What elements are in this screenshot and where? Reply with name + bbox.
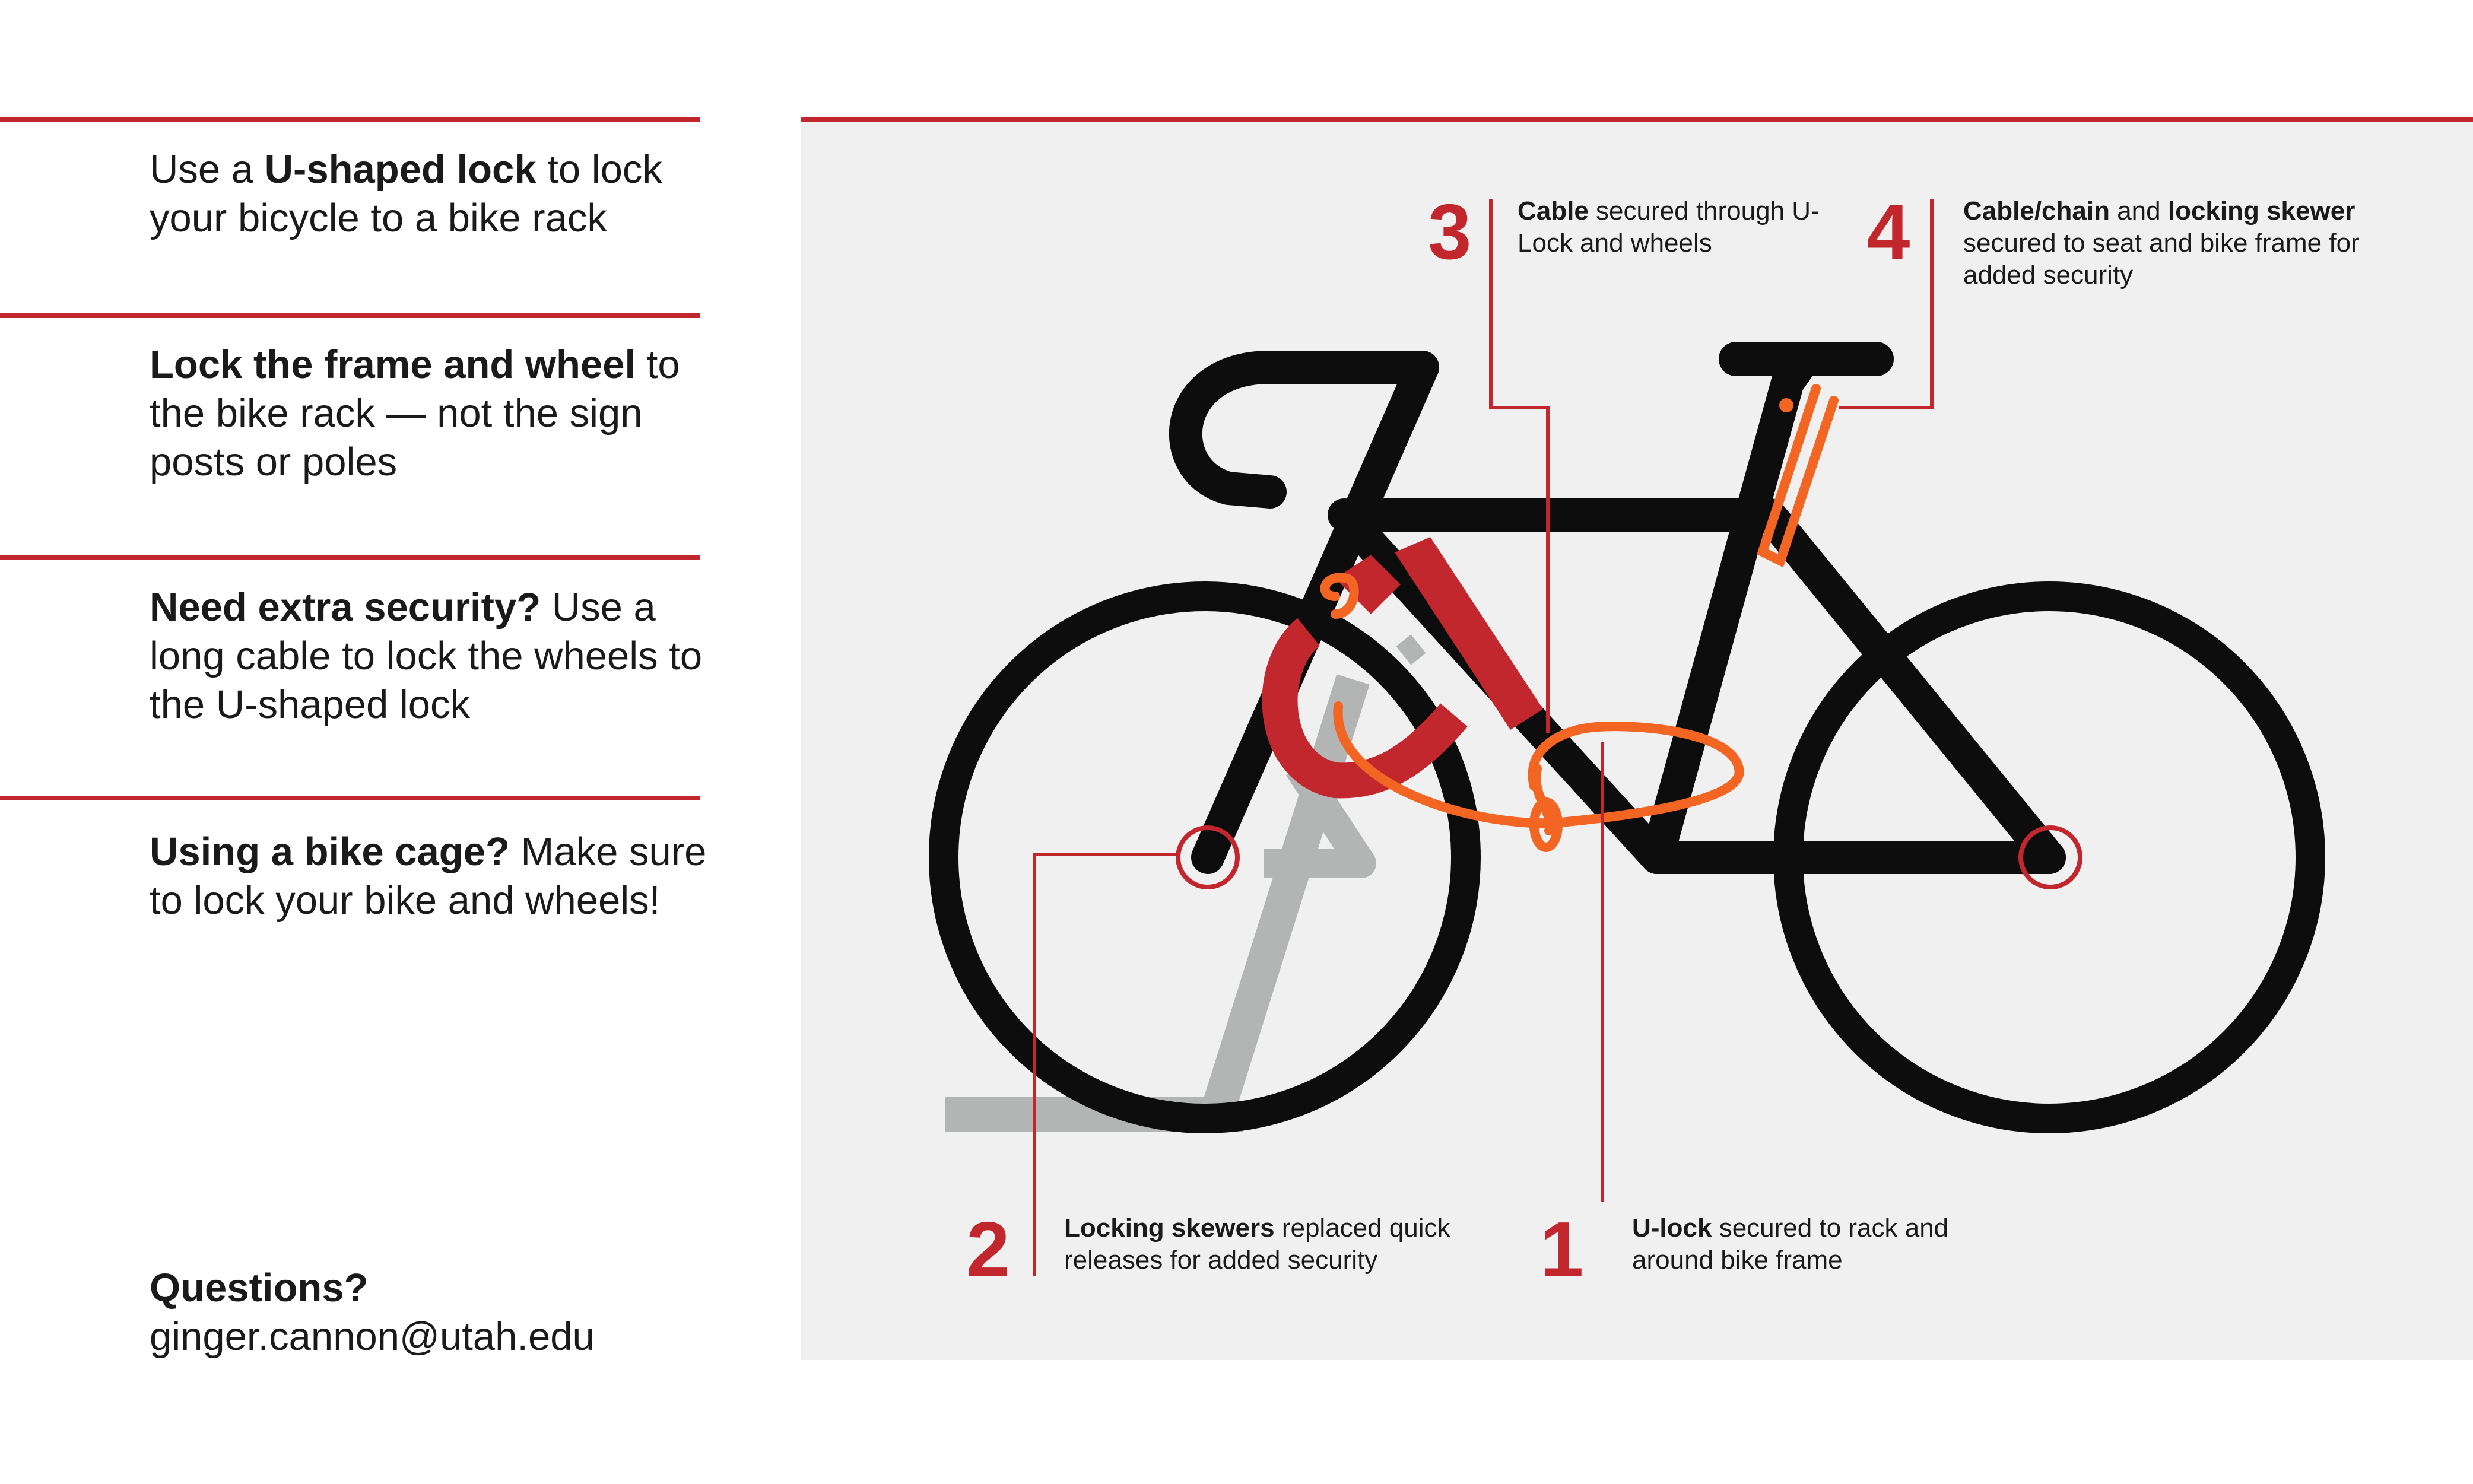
callout-2-text — [1064, 1212, 1491, 1276]
tip-3 — [150, 583, 707, 729]
callout-2-number: 2 — [966, 1206, 1010, 1293]
tip-1-bold: U-shaped lock — [264, 147, 536, 192]
callout-1-text — [1632, 1212, 1964, 1276]
callout-4-bold-2: locking skewer — [2167, 196, 2355, 225]
contact-email[interactable]: ginger.cannon@utah.edu — [150, 1314, 595, 1359]
callout-4-text — [1963, 195, 2391, 291]
callout-2-desc: replaced quick releases for added security — [1064, 1213, 1450, 1275]
tip-1-pre: Use a — [150, 147, 265, 192]
callout-3-desc: secured through U-Lock and wheels — [1518, 196, 1820, 258]
callout-4-bold-1: Cable/chain — [1963, 196, 2110, 225]
panel-top-rule — [801, 117, 2473, 122]
tip-divider-3 — [0, 555, 700, 560]
bike-illustration — [801, 122, 2473, 1360]
callout-4-desc: secured to seat and bike frame for added security — [1963, 228, 2360, 290]
contact-heading: Questions? — [150, 1266, 369, 1310]
tip-divider-2 — [0, 313, 700, 318]
tip-1-post: to lock your bicycle to a bike rack — [150, 147, 662, 240]
bike-lock-diagram — [801, 122, 2473, 1360]
callout-3-number: 3 — [1428, 188, 1472, 275]
tip-divider-4 — [0, 796, 700, 800]
tip-4-post: Make sure to lock your bike and wheels! — [150, 830, 707, 923]
callout-1-bold: U-lock — [1632, 1213, 1712, 1243]
callout-4-number: 4 — [1866, 188, 1910, 275]
callout-1-desc: secured to rack and around bike frame — [1632, 1213, 1949, 1275]
tip-2-post: to the bike rack — not the sign posts or poles — [150, 342, 680, 484]
tip-2-bold: Lock the frame and wheel — [150, 342, 636, 387]
tip-divider-1 — [0, 117, 700, 122]
tip-2 — [150, 341, 707, 487]
callout-3-text — [1518, 195, 1850, 259]
tip-4 — [150, 828, 707, 925]
seat-skewer-dot-icon — [1779, 398, 1793, 412]
tip-3-post: Use a long cable to lock the wheels to the U-shaped lock — [150, 585, 703, 727]
callout-4-mid: and — [2109, 196, 2168, 225]
callout-2-bold: Locking skewers — [1064, 1213, 1275, 1243]
tip-4-bold: Using a bike cage? — [150, 830, 510, 874]
callout-1-number: 1 — [1540, 1206, 1584, 1293]
callout-3-bold: Cable — [1518, 196, 1589, 225]
tip-1 — [150, 145, 707, 243]
contact-block — [150, 1264, 595, 1361]
tip-3-bold: Need extra security? — [150, 585, 541, 630]
